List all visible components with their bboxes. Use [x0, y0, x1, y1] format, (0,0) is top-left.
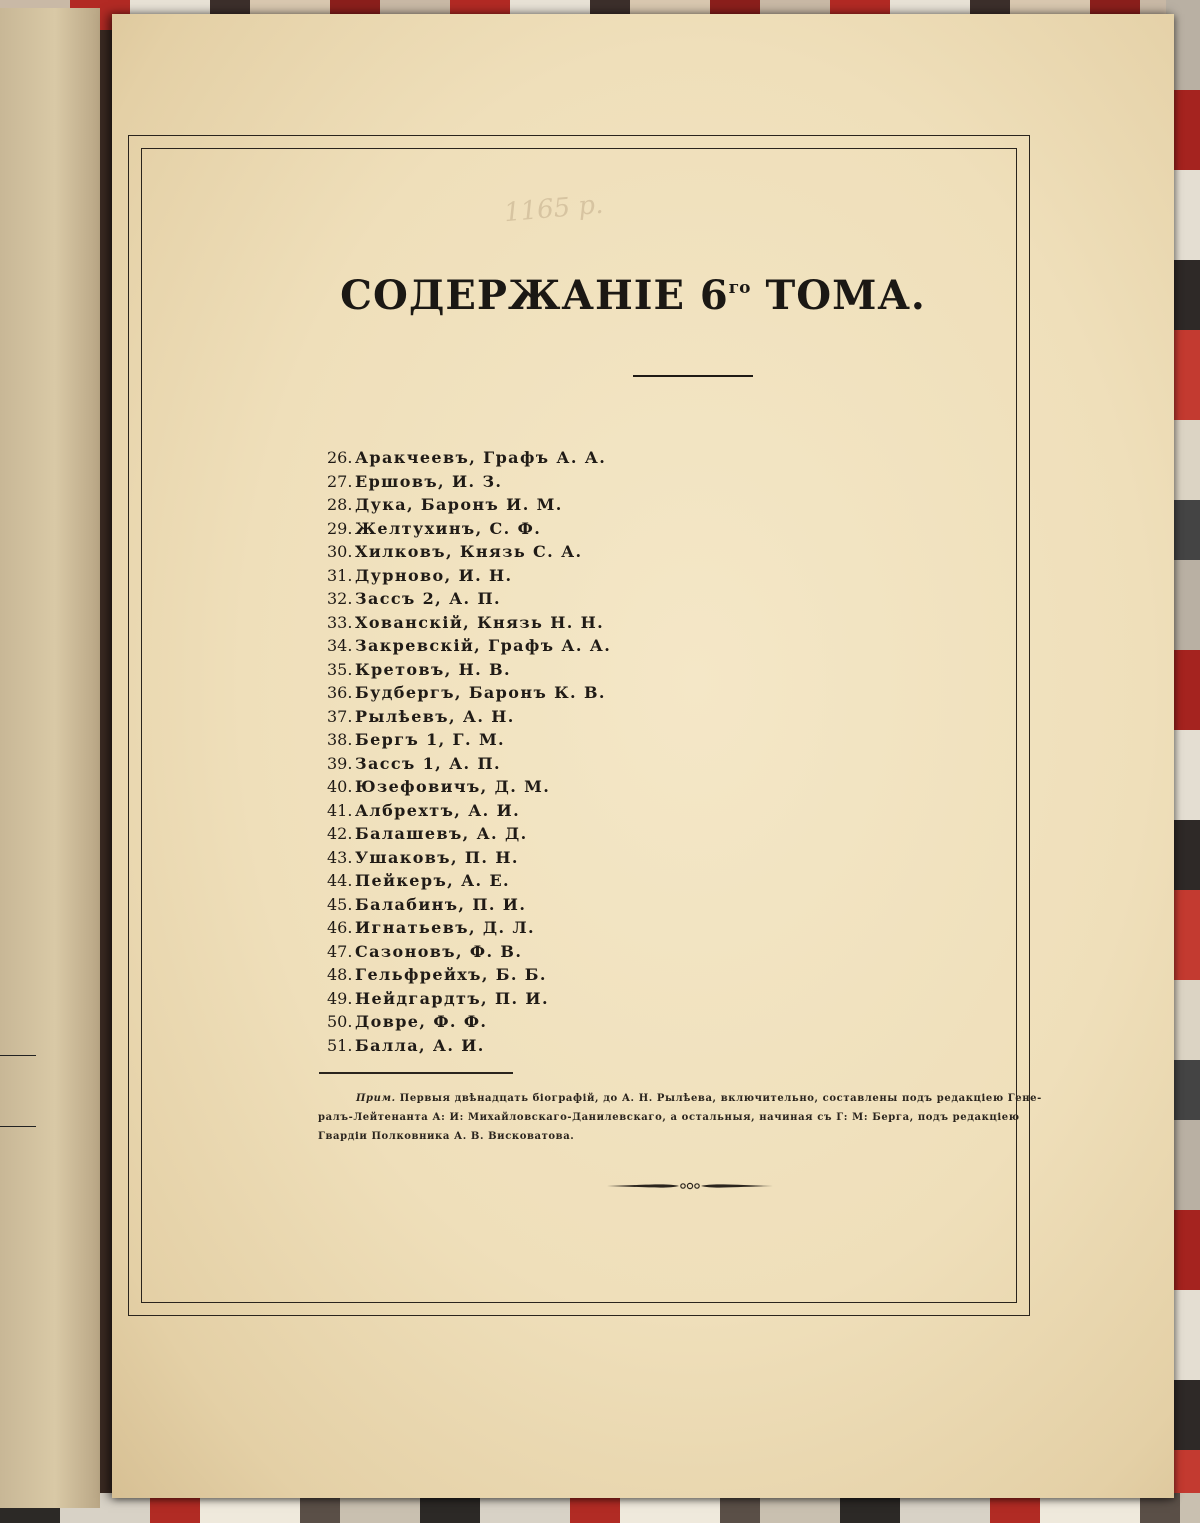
list-item: [327, 940, 611, 964]
entry-name: Пейкеръ, А. Е.: [355, 871, 511, 890]
entry-name: Ершовъ, И. З.: [355, 471, 503, 491]
list-item: [327, 493, 611, 517]
list-item: [327, 681, 611, 705]
footnote: [318, 1089, 1058, 1146]
entry-name: Зассъ 1, А. П.: [355, 753, 501, 773]
entry-number: 50.: [327, 1012, 353, 1031]
footnote-rule: [319, 1072, 513, 1074]
list-item: [327, 658, 611, 682]
entry-name: Дурново, И. Н.: [355, 565, 513, 585]
list-item: [327, 517, 611, 541]
entry-number: 51.: [327, 1035, 353, 1055]
list-item: [327, 1010, 611, 1034]
list-item: [327, 799, 611, 823]
list-item: [327, 564, 611, 588]
entry-number: 30.: [327, 542, 353, 561]
footnote-line-3: Гвардіи Полковника А. В. Висковатова.: [318, 1131, 575, 1142]
entry-number: 45.: [327, 894, 353, 914]
entry-number: 26.: [327, 448, 353, 467]
entry-number: 28.: [327, 495, 353, 514]
list-item: [327, 822, 611, 846]
entry-number: 36.: [327, 683, 353, 702]
entry-name: Ушаковъ, П. Н.: [355, 847, 519, 867]
previous-page-line: [0, 1055, 36, 1056]
entry-number: 31.: [327, 565, 353, 585]
entry-number: 34.: [327, 636, 353, 655]
list-item: [327, 634, 611, 658]
list-item: [327, 728, 611, 752]
list-item: [327, 587, 611, 611]
entry-name: Рылѣевъ, А. Н.: [355, 706, 515, 726]
title-superscript: го: [728, 278, 751, 298]
footnote-line-2: ралъ-Лейтенанта А: И: Михайловскаго-Данилевскаго, а остальныя, начиная съ Г: М: Берга, подъ редакціею: [318, 1112, 1020, 1123]
entry-name: Игнатьевъ, Д. Л.: [355, 918, 535, 937]
list-item: [327, 775, 611, 799]
list-item: [327, 1034, 611, 1058]
list-item: [327, 987, 611, 1011]
footnote-line-1: [318, 1089, 1058, 1108]
list-item: [327, 846, 611, 870]
list-item: [327, 540, 611, 564]
entry-name: Сазоновъ, Ф. В.: [355, 941, 523, 961]
title-main: СОДЕРЖАНІЕ 6: [340, 272, 729, 319]
entry-name: Нейдгардтъ, П. И.: [355, 988, 549, 1008]
entry-name: Дука, Баронъ И. М.: [355, 495, 563, 514]
entry-name: Гельфрейхъ, Б. Б.: [355, 965, 547, 984]
entry-number: 33.: [327, 612, 353, 632]
entry-name: Хованскій, Князь Н. Н.: [355, 612, 605, 632]
list-item: [327, 916, 611, 940]
previous-page-line: [0, 1126, 36, 1127]
entry-number: 40.: [327, 777, 353, 796]
entry-number: 47.: [327, 941, 353, 961]
entry-number: 32.: [327, 589, 353, 608]
ornament-divider: [607, 1174, 773, 1198]
entry-name: Желтухинъ, С. Ф.: [355, 518, 542, 538]
title-rule: [633, 375, 753, 377]
list-item: [327, 869, 611, 893]
entry-name: Юзефовичъ, Д. М.: [355, 777, 551, 796]
entry-number: 43.: [327, 847, 353, 867]
list-item: [327, 893, 611, 917]
entry-number: 48.: [327, 965, 353, 984]
entry-name: Балабинъ, П. И.: [355, 894, 527, 914]
previous-page-edge: [0, 8, 100, 1508]
list-item: [327, 963, 611, 987]
list-item: [327, 705, 611, 729]
list-item: [327, 752, 611, 776]
entry-name: Албрехтъ, А. И.: [355, 800, 521, 820]
book-page: [112, 14, 1174, 1498]
pencil-mark: 1165 р.: [502, 189, 605, 229]
entry-number: 27.: [327, 471, 353, 491]
page-title: [224, 272, 1042, 319]
entry-name: Аракчеевъ, Графъ А. А.: [355, 448, 607, 467]
entry-number: 37.: [327, 706, 353, 726]
footnote-text-1: Первыя двѣнадцать біографій, до А. Н. Рылѣева, включительно, составлены подъ редакціею Гене-: [395, 1093, 1042, 1104]
entry-name: Закревскій, Графъ А. А.: [355, 636, 612, 655]
entry-name: Бергъ 1, Г. М.: [355, 730, 506, 749]
entry-name: Хилковъ, Князь С. А.: [355, 542, 583, 561]
entry-number: 29.: [327, 518, 353, 538]
entry-name: Будбергъ, Баронъ К. В.: [355, 683, 606, 702]
entry-number: 44.: [327, 871, 353, 890]
list-item: [327, 611, 611, 635]
entry-name: Зассъ 2, А. П.: [355, 589, 501, 608]
footnote-lead: Прим.: [356, 1093, 396, 1104]
list-item: [327, 470, 611, 494]
title-tail: ТОМА.: [750, 272, 926, 319]
entry-number: 49.: [327, 988, 353, 1008]
entry-number: 35.: [327, 659, 353, 679]
entry-number: 41.: [327, 800, 353, 820]
entry-name: Довре, Ф. Ф.: [355, 1012, 488, 1031]
contents-list: [327, 446, 611, 1057]
entry-name: Балла, А. И.: [355, 1035, 485, 1055]
entry-number: 42.: [327, 824, 353, 843]
entry-name: Кретовъ, Н. В.: [355, 659, 511, 679]
list-item: [327, 446, 611, 470]
entry-number: 46.: [327, 918, 353, 937]
entry-number: 38.: [327, 730, 353, 749]
entry-name: Балашевъ, А. Д.: [355, 824, 528, 843]
entry-number: 39.: [327, 753, 353, 773]
